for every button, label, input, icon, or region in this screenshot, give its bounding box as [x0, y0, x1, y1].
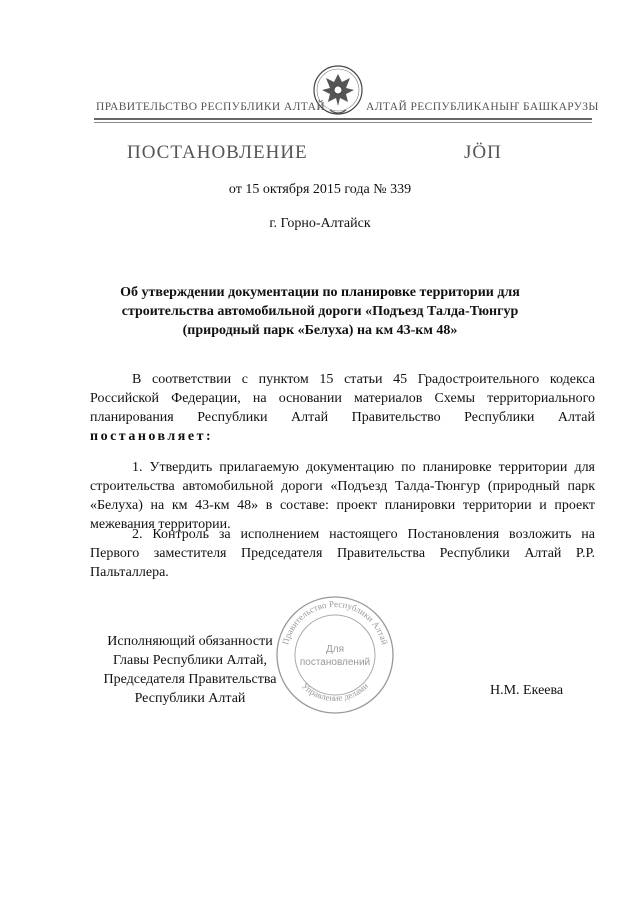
item-1: 1. Утвердить прилагаемую документацию по планировке территории для строительства автомобильной дороги «Подъезд Талда-Тюнгур (природный парк «Белуха) на км 43-км 48» в составе: проект планировки территории и проект межевания территории. — [90, 460, 595, 532]
intro-verb: постановляет: — [90, 429, 214, 444]
item-2: 2. Контроль за исполнением настоящего Постановления возложить на Первого заместителя Председателя Правительства Республики Алтай Р.Р. Пальталлера. — [90, 527, 595, 580]
date-line: от 15 октября 2015 года № 339 — [228, 182, 412, 197]
signature-line: Главы Республики Алтай, — [112, 653, 268, 668]
title-line: (природный парк «Белуха) на км 43-км 48» — [182, 323, 458, 338]
title-line: Об утверждении документации по планировке территории для — [120, 285, 520, 300]
document-title — [100, 283, 540, 340]
header-right: АЛТАЙ РЕСПУБЛИКАНЫҤ БАШКАРУЗЫ — [366, 101, 599, 113]
stamp-ring-bottom: Управление делами — [300, 680, 370, 704]
official-stamp — [272, 592, 398, 718]
signature-line: Республики Алтай — [134, 691, 246, 706]
intro-paragraph — [90, 370, 595, 446]
signature-block — [90, 632, 290, 708]
intro-text: В соответствии с пунктом 15 статьи 45 Градостроительного кодекса Российской Федерации, на основании материалов Схемы территориального планирования Республики Алтай Правительство Республики Алтай — [90, 372, 595, 425]
title-line: строительства автомобильной дороги «Подъезд Талда-Тюнгур — [121, 304, 519, 319]
signature-line: Исполняющий обязанности — [107, 634, 273, 649]
stamp-center-line2: постановлений — [299, 657, 371, 668]
stamp-ring-top: Правительство Республики Алтай — [280, 598, 390, 646]
signatory-name: Н.М. Екеева — [490, 683, 564, 698]
header-divider — [94, 118, 592, 120]
doc-type-alt: JӦП — [464, 142, 502, 163]
signature-line: Председателя Правительства — [103, 672, 277, 687]
svg-text:Управление делами — [300, 681, 370, 703]
svg-text:Правительство Республики Алтай — [280, 599, 390, 646]
city: г. Горно-Алтайск — [269, 216, 371, 231]
header-left: ПРАВИТЕЛЬСТВО РЕСПУБЛИКИ АЛТАЙ — [96, 101, 326, 113]
doc-type-ru: ПОСТАНОВЛЕНИЕ — [127, 142, 308, 163]
header-divider-thin — [94, 122, 592, 123]
stamp-center-line1: Для — [325, 644, 345, 655]
